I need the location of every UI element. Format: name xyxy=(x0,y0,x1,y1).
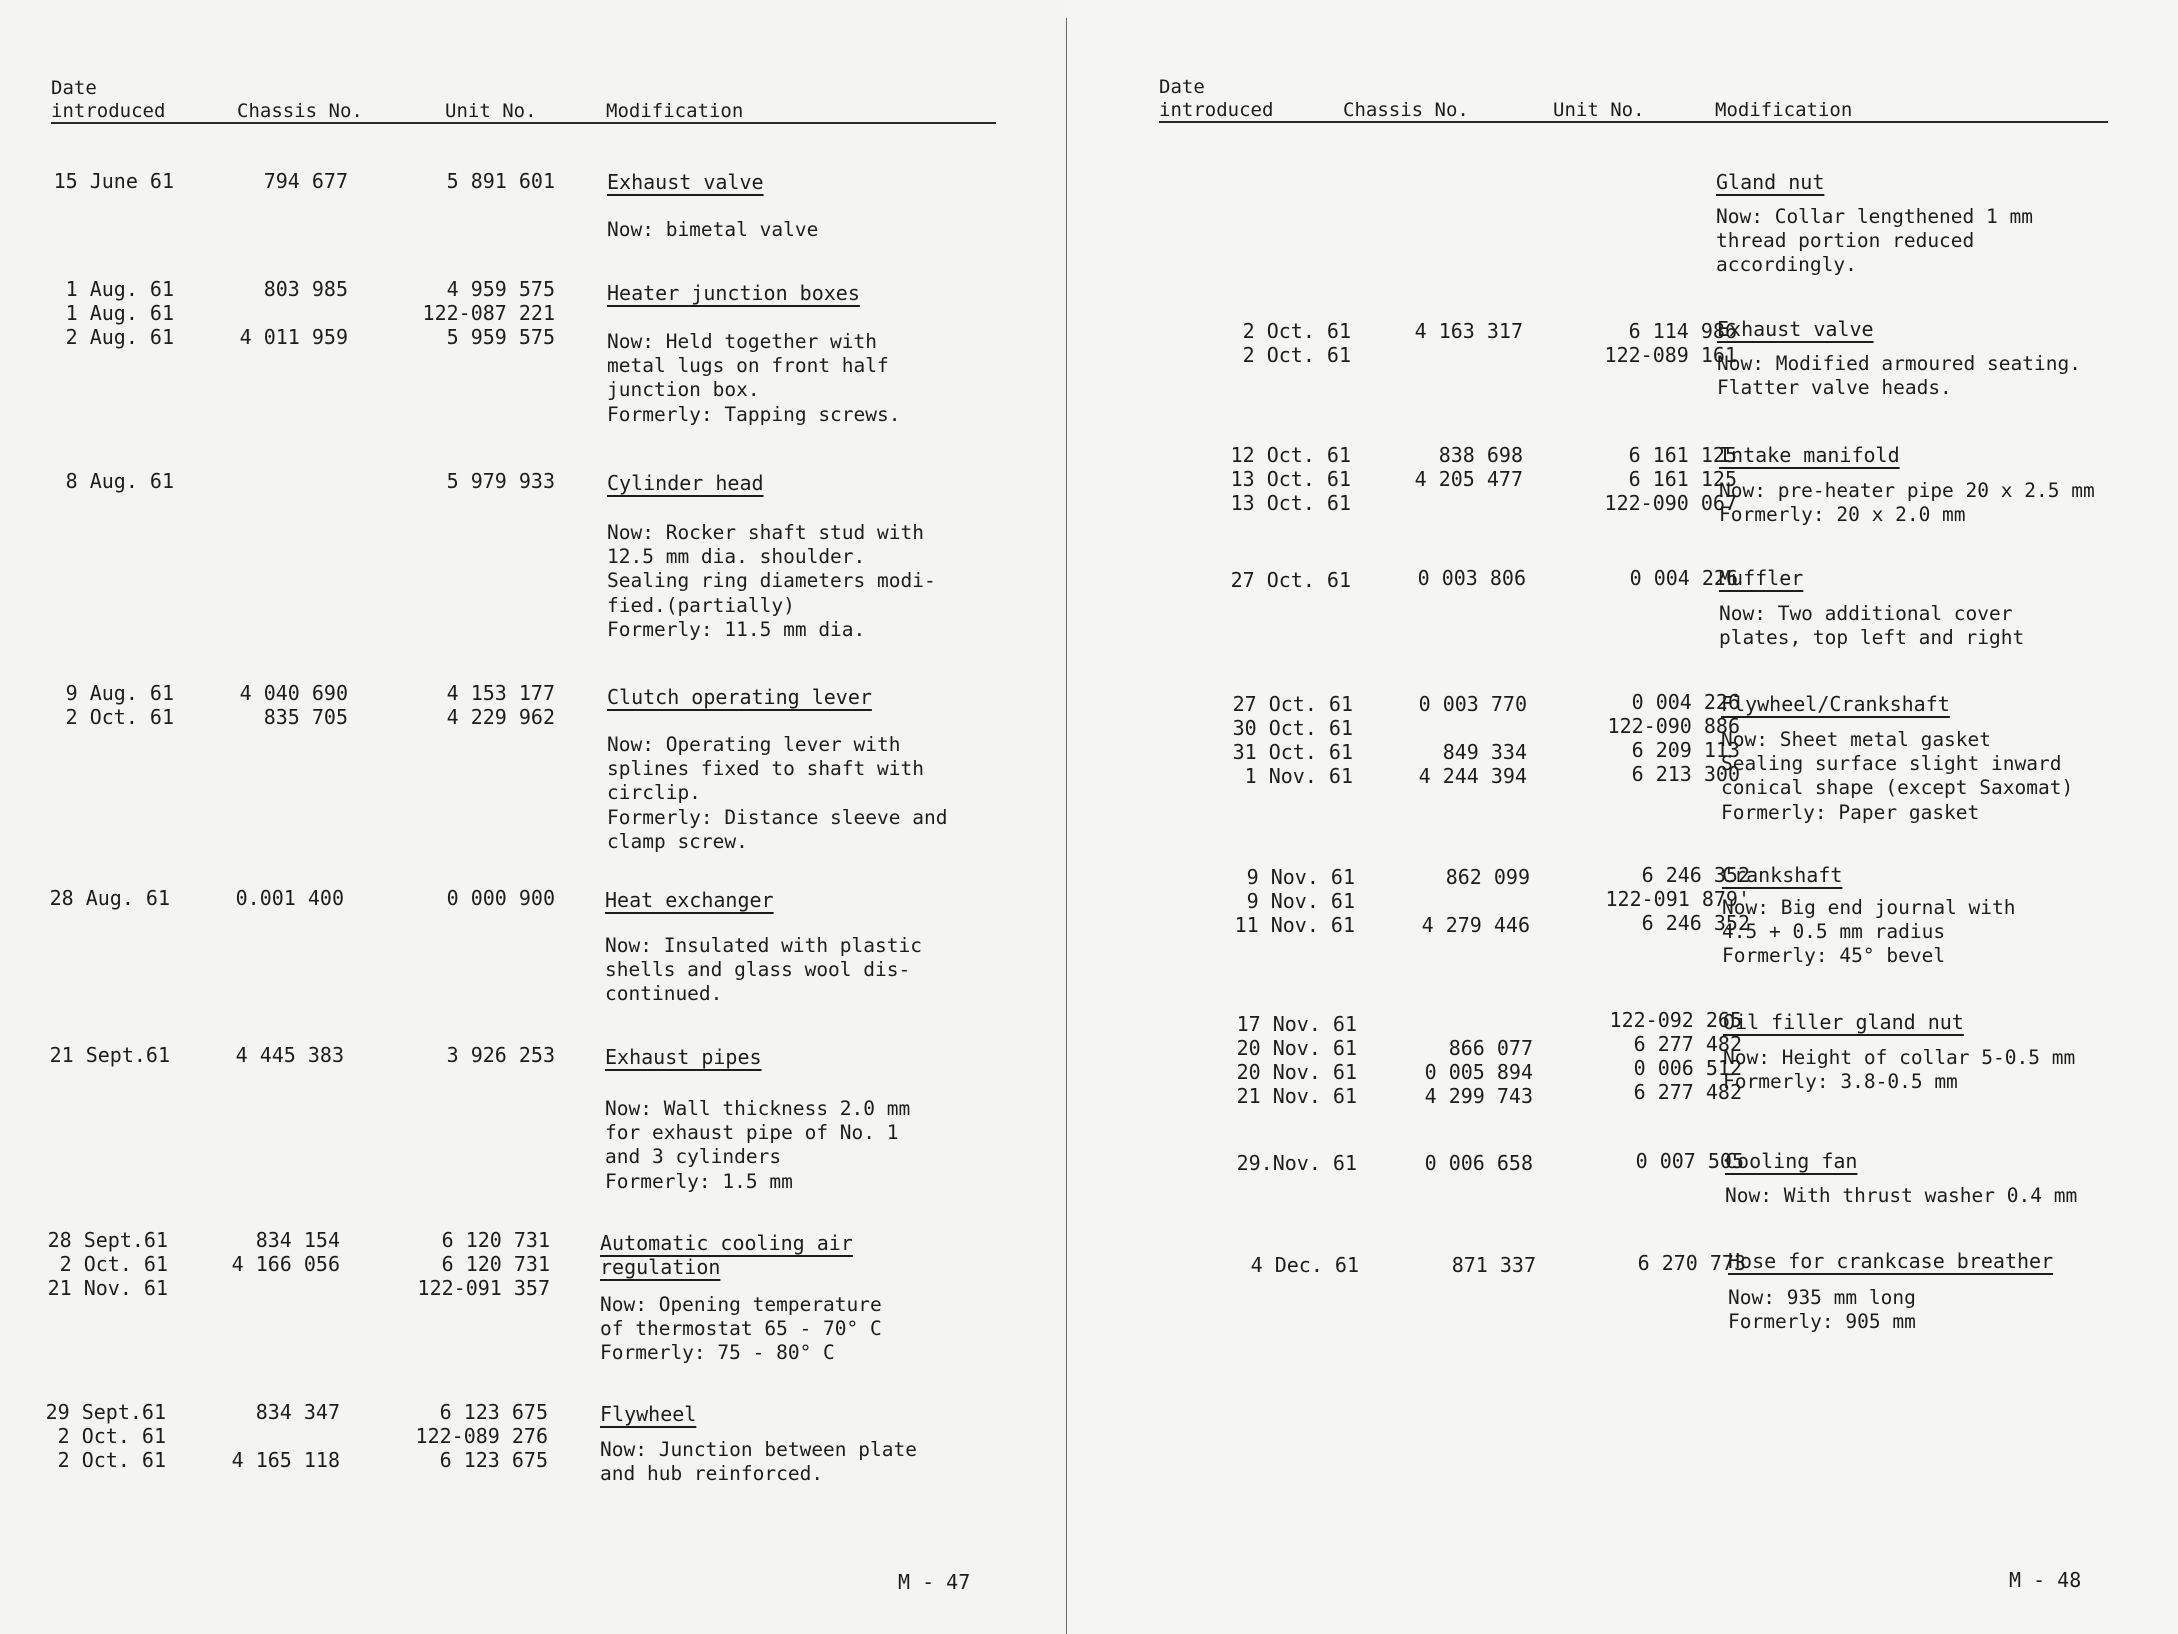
unit-cell: 6 123 675 122-089 276 6 123 675 xyxy=(415,1400,548,1472)
unit-cell: 0 004 226 122-090 886 6 209 113 6 213 300 xyxy=(1607,690,1740,786)
header-unit: Unit No. xyxy=(445,100,537,122)
modification-description: Now: Rocker shaft stud with 12.5 mm dia. shoulder. Sealing ring diameters modi- fied.(partially) Formerly: 11.5 mm dia. xyxy=(607,521,936,641)
modification-description: Now: Big end journal with 4.5 + 0.5 mm radius Formerly: 45° bevel xyxy=(1722,896,2016,968)
unit-cell: 6 120 731 6 120 731 122-091 357 xyxy=(417,1228,550,1300)
modification-title: Flywheel/Crankshaft xyxy=(1721,692,1950,716)
header-rule xyxy=(1159,121,2108,123)
header-chassis: Chassis No. xyxy=(1343,99,1469,121)
page-left xyxy=(0,0,1067,1634)
unit-cell: 0 007 505 xyxy=(1635,1149,1744,1173)
modification-title: Muffler xyxy=(1719,566,1804,590)
modification-title: Hose for crankcase breather xyxy=(1728,1249,2054,1273)
date-cell: 29.Nov. 61 xyxy=(1236,1151,1357,1175)
unit-cell: 5 891 601 xyxy=(446,169,555,193)
modification-description: Now: pre-heater pipe 20 x 2.5 mm Formerly: 20 x 2.0 mm xyxy=(1719,479,2095,527)
modification-description: Now: Junction between plate and hub reinforced. xyxy=(600,1438,917,1486)
chassis-cell: 834 154 4 166 056 xyxy=(231,1228,340,1276)
modification-description: Now: 935 mm long Formerly: 905 mm xyxy=(1728,1286,1916,1334)
header-modification: Modification xyxy=(606,100,744,122)
chassis-cell: 794 677 xyxy=(263,169,348,193)
modification-description: Now: Insulated with plastic shells and glass wool dis- continued. xyxy=(605,934,922,1006)
unit-cell: 122-092 265 6 277 482 0 006 512 6 277 482 xyxy=(1609,1008,1742,1104)
unit-cell: 6 161 125 6 161 125 122-090 067 xyxy=(1604,443,1737,515)
chassis-cell: 4 040 690 835 705 xyxy=(239,681,348,729)
modification-description: Now: Held together with metal lugs on front half junction box. Formerly: Tapping screws. xyxy=(607,330,901,426)
date-cell: 1 Aug. 61 1 Aug. 61 2 Aug. 61 xyxy=(65,277,174,349)
unit-cell: 3 926 253 xyxy=(446,1043,555,1067)
unit-cell: 6 270 773 xyxy=(1637,1251,1746,1275)
chassis-cell: 0 006 658 xyxy=(1424,1151,1533,1175)
date-cell: 9 Aug. 61 2 Oct. 61 xyxy=(65,681,174,729)
date-cell: 28 Aug. 61 xyxy=(49,886,170,910)
modification-description: Now: Two additional cover plates, top left and right xyxy=(1719,602,2025,650)
chassis-cell: 4 163 317 xyxy=(1414,319,1523,343)
modification-title: Heat exchanger xyxy=(605,888,774,912)
page-right xyxy=(1067,0,2178,1634)
date-cell: 12 Oct. 61 13 Oct. 61 13 Oct. 61 xyxy=(1230,443,1351,515)
header-date: Date introduced xyxy=(1159,76,1274,121)
modification-description: Now: Opening temperature of thermostat 65 - 70° C Formerly: 75 - 80° C xyxy=(600,1293,882,1365)
header-rule xyxy=(51,122,996,124)
modification-description: Now: With thrust washer 0.4 mm xyxy=(1725,1184,2078,1207)
unit-cell: 4 153 177 4 229 962 xyxy=(446,681,555,729)
date-cell: 21 Sept.61 xyxy=(49,1043,170,1067)
modification-title: Automatic cooling air regulation xyxy=(600,1231,853,1279)
chassis-cell: 4 445 383 xyxy=(235,1043,344,1067)
unit-cell: 6 114 986 122-089 161 xyxy=(1604,319,1737,367)
unit-cell: 5 979 933 xyxy=(446,469,555,493)
modification-description: Now: Sheet metal gasket Sealing surface slight inward conical shape (except Saxomat) Formerly: Paper gasket xyxy=(1721,728,2074,824)
date-cell: 27 Oct. 61 xyxy=(1230,568,1351,592)
modification-title: Gland nut xyxy=(1716,170,1825,194)
date-cell: 2 Oct. 61 2 Oct. 61 xyxy=(1242,319,1351,367)
date-cell: 9 Nov. 61 9 Nov. 61 11 Nov. 61 xyxy=(1234,865,1355,937)
page-number: M - 48 xyxy=(2009,1568,2082,1592)
modification-description: Now: bimetal valve xyxy=(607,218,819,241)
modification-title: Oil filler gland nut xyxy=(1723,1010,1964,1034)
modification-description: Now: Wall thickness 2.0 mm for exhaust pipe of No. 1 and 3 cylinders Formerly: 1.5 mm xyxy=(605,1097,911,1193)
header-modification: Modification xyxy=(1715,99,1853,121)
date-cell: 28 Sept.61 2 Oct. 61 21 Nov. 61 xyxy=(47,1228,168,1300)
page-number: M - 47 xyxy=(898,1570,971,1594)
chassis-cell: 0 003 806 xyxy=(1417,566,1526,590)
modification-title: Exhaust valve xyxy=(1717,317,1874,341)
header-chassis: Chassis No. xyxy=(237,100,363,122)
date-cell: 4 Dec. 61 xyxy=(1250,1253,1359,1277)
unit-cell: 4 959 575 122-087 221 5 959 575 xyxy=(422,277,555,349)
chassis-cell: 866 077 0 005 894 4 299 743 xyxy=(1424,1036,1533,1108)
modification-title: Crankshaft xyxy=(1722,863,1843,887)
chassis-cell: 834 347 4 165 118 xyxy=(231,1400,340,1472)
date-cell: 8 Aug. 61 xyxy=(65,469,174,493)
modification-description: Now: Modified armoured seating. Flatter valve heads. xyxy=(1717,352,2081,400)
unit-cell: 0 000 900 xyxy=(446,886,555,910)
modification-title: Exhaust valve xyxy=(607,170,764,194)
chassis-cell: 871 337 xyxy=(1451,1253,1536,1277)
date-cell: 27 Oct. 61 30 Oct. 61 31 Oct. 61 1 Nov. 61 xyxy=(1232,692,1353,788)
chassis-cell: 803 985 4 011 959 xyxy=(239,277,348,349)
header-date: Date introduced xyxy=(51,77,166,122)
modification-description: Now: Operating lever with splines fixed to shaft with circlip. Formerly: Distance sleeve and clamp screw. xyxy=(607,733,948,853)
modification-title: Heater junction boxes xyxy=(607,281,860,305)
modification-description: Now: Height of collar 5-0.5 mm Formerly: 3.8-0.5 mm xyxy=(1723,1046,2076,1094)
modification-title: Exhaust pipes xyxy=(605,1045,762,1069)
modification-title: Cylinder head xyxy=(607,471,764,495)
modification-description: Now: Collar lengthened 1 mm thread portion reduced accordingly. xyxy=(1716,205,2033,277)
modification-title: Clutch operating lever xyxy=(607,685,872,709)
modification-title: Intake manifold xyxy=(1719,443,1900,467)
chassis-cell: 862 099 4 279 446 xyxy=(1421,865,1530,937)
unit-cell: 6 246 352 122-091 879' 6 246 352 xyxy=(1605,863,1750,935)
chassis-cell: 0 003 770 849 334 4 244 394 xyxy=(1418,692,1527,788)
modification-title: Cooling fan xyxy=(1725,1149,1858,1173)
chassis-cell: 838 698 4 205 477 xyxy=(1414,443,1523,491)
modification-title: Flywheel xyxy=(600,1402,697,1426)
header-unit: Unit No. xyxy=(1553,99,1645,121)
chassis-cell: 0.001 400 xyxy=(235,886,344,910)
date-cell: 29 Sept.61 2 Oct. 61 2 Oct. 61 xyxy=(45,1400,166,1472)
date-cell: 15 June 61 xyxy=(53,169,174,193)
date-cell: 17 Nov. 61 20 Nov. 61 20 Nov. 61 21 Nov. 61 xyxy=(1236,1012,1357,1108)
unit-cell: 0 004 226 xyxy=(1629,566,1738,590)
